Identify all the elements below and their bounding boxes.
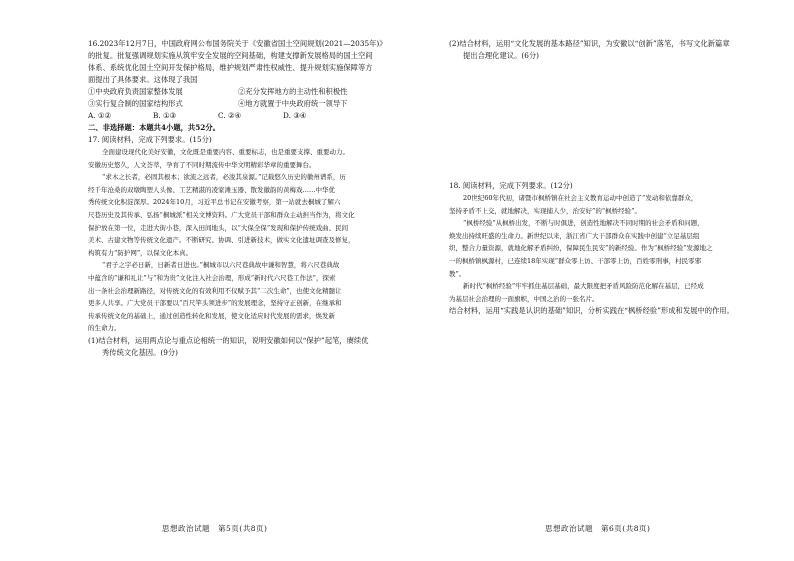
q16-stem-line: 16.2023年12月7日，中国政府网公布国务院关于《安徽省国土空间规划(2021—2035年)》 <box>88 39 387 48</box>
q17-para: 尺巷历史及其传承、弘扬“桐城派”相关文博资料。广大党员干部和群众主动担当作为，将文化 <box>88 210 355 219</box>
q17-task-2: (2)结合材料，运用“文化发展的基本路径”知识，为安徽以“创新”落笔，书写文化新篇章 <box>449 39 730 48</box>
q17-task-2: 提出合理化建议。(6分) <box>463 51 540 60</box>
q17-para: 经千年沧桑的双墩陶塑人头像、工艺精湛的凌家滩玉器、散发徽韵的黄梅戏……中华优 <box>88 185 335 194</box>
q17-para: 全面建设现代化美好安徽，文化既是重要内容、重要标志，也是重要支撑、重要动力。 <box>102 148 349 156</box>
q17-para: 中蕴含的“谦和礼让”与“和为贵”文化注入社会治理，形成“新时代六尺巷工作法”，探索 <box>88 273 336 282</box>
q16-statement: ④地方就置于中央政府统一领导下 <box>238 99 348 108</box>
q18-para: 教”。 <box>449 269 466 278</box>
q17-para: 保护放在第一位，走进大街小巷，深入田间地头，以“大保全保”发现和保护传统戏曲、民间 <box>88 223 349 232</box>
q16-choice-d: D. ③④ <box>283 111 307 120</box>
q18-para: 焕发出持续旺盛的生命力。新世纪以来，浙江省广大干部群众在实践中创建“立足基层组 <box>449 231 700 240</box>
q18-para: 坚持矛盾不上交，就地解决，实现捕人少，治安好”的“枫桥经验”。 <box>449 206 641 215</box>
answer-space <box>449 62 749 180</box>
q17-para: 出一条社会治理新路径，对传统文化的有效利用不仅赋予其“二次生命”，也使文化精髓让 <box>88 286 342 295</box>
q16-stem-line: 的批复。批复强调规划实施从筑牢安全发展的空间基础，构建支撑新发展格局的国土空间 <box>88 51 373 60</box>
q17-para: “君子之宇必日新，日新者日进也。”桐城市以六尺巷典故中谦和智慧，将六尺巷典故 <box>102 261 340 270</box>
question-18 <box>449 180 749 317</box>
q16-stem-line: 面提出了具体要求。这体现了我国 <box>88 75 198 84</box>
q17-para: 传承传统文化的基础上，通过创造性转化和发展，使文化适应时代发展的需求，焕发新 <box>88 311 335 320</box>
q16-stem-line: 体系、系统优化国土空间开发保护格局，维护规划严肃性权威性、提升规划实施保障等方 <box>88 63 373 72</box>
q17-para: 安徽历史悠久，人文荟萃，孕育了不同时期流传中华文明精彩华章的重要舞台。 <box>88 160 316 169</box>
q18-para: 织，整合力量资源，就地化解矛盾纠纷，保障民生民安”的新经验。作为“枫桥经验”发源地之 <box>449 244 713 253</box>
q17-para: 的生命力。 <box>88 324 121 333</box>
q17-intro: 17. 阅读材料，完成下列要求。(15分) <box>88 135 212 144</box>
q16-choice-c: C. ②④ <box>218 111 242 120</box>
question-16 <box>88 38 388 122</box>
q16-choice-b: B. ①③ <box>153 111 177 120</box>
q16-statement: ③实行复合制的国家结构形式 <box>88 99 183 108</box>
page-footer: 思想政治试题 第6页(共8页) <box>545 524 651 533</box>
q18-para: 为基层社会治理的一面旗帜，中国之治的一张名片。 <box>449 294 599 303</box>
section-title: 二、非选择题：本题共4小题，共52分。 <box>88 123 220 132</box>
left-column <box>88 38 388 359</box>
q18-intro: 18. 阅读材料，完成下列要求。(12分) <box>449 181 573 190</box>
q17-para: 构筑有力“防护网”，以保文化本真。 <box>88 248 193 257</box>
q17-para: “求木之长者，必固其根本；欲流之远者，必浚其泉源。”记载悠久历史的徽州谱系，历 <box>102 173 346 182</box>
page-footer: 思想政治试题 第5页(共8页) <box>162 524 268 533</box>
q17-para: 秀传统文化积淀深厚。2024年10月，习近平总书记在安徽考察，第一站就去桐城了解六 <box>88 198 341 207</box>
q17-task-1: (1)结合材料，运用两点论与重点论相统一的知识，说明安徽如何以“保护”起笔，赓续优 <box>88 335 369 345</box>
q16-statement: ②充分发挥地方的主动性和积极性 <box>238 87 348 96</box>
q17-para: 更多人共享。广大党员干部要以“百尺竿头须进步”的发展理念，坚持守正创新，在继承和 <box>88 299 342 308</box>
q16-statement: ①中央政府负责国家整体发展 <box>88 87 183 96</box>
q18-para: 新时代“枫桥经验”牢牢抓住基层基础，最大限度把矛盾风险防范化解在基层，已经成 <box>463 282 704 291</box>
q18-task: 结合材料，运用“实践是认识的基础”知识，分析实践在“枫桥经验”形成和发展中的作用。 <box>449 306 734 316</box>
right-column <box>449 38 749 317</box>
q16-statements <box>88 86 388 110</box>
q16-choices <box>88 110 348 122</box>
q17-para: 美术、古建文物等传统文化遗产。不断研究、协调、引进新技术，做实文化遗址调查及修复， <box>88 236 355 245</box>
q17-task-1: 秀传统文化基因。(9分) <box>102 347 179 357</box>
q16-choice-a: A. ①② <box>88 111 111 120</box>
q18-para: 一的枫桥镇枫源村，已连续18年实现“群众零上访、干部零上访，百姓零刑事，村民零邪 <box>449 256 702 265</box>
right-page <box>397 0 794 561</box>
q18-para: 20世纪60年代初，诸暨市枫桥镇在社会主义教育运动中创造了“发动和依靠群众， <box>463 194 698 202</box>
q18-para: “枫桥经验”从枫桥出发，不断与时俱进，创造性地解决不同时期的社会矛盾和问题， <box>463 219 704 228</box>
question-17 <box>88 134 388 359</box>
